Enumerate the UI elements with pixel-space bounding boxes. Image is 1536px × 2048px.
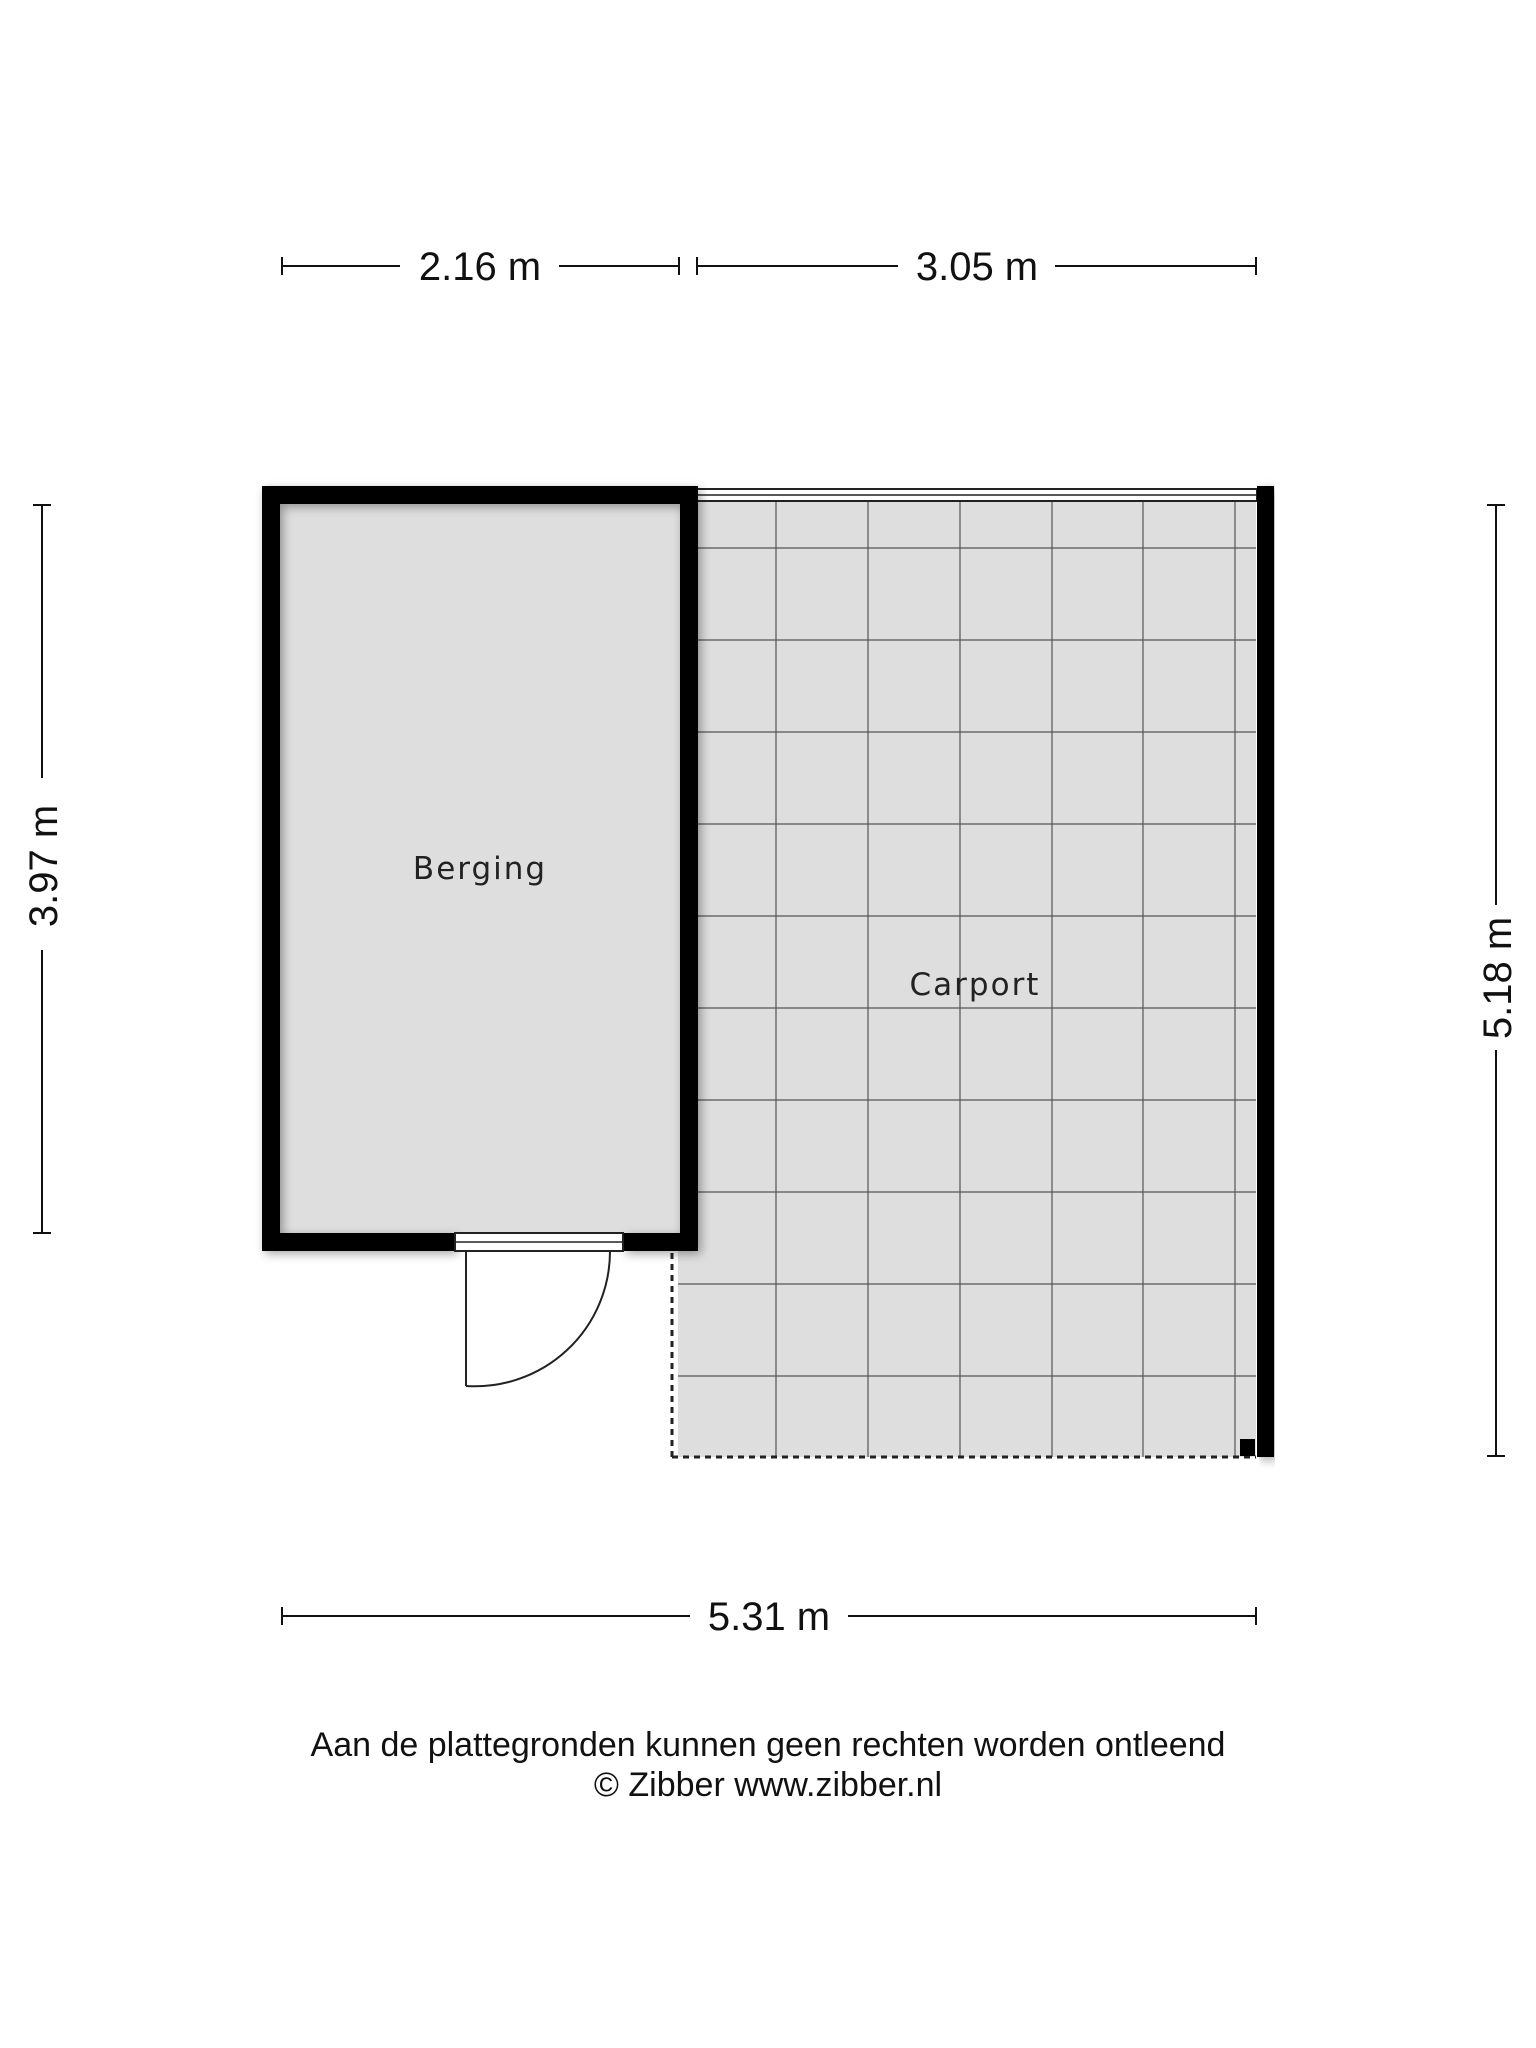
room-label-carport: Carport [909,967,1041,1003]
carport-post [1240,1439,1255,1456]
dimension-label-left: 3.97 m [22,804,66,928]
dimension-top-right [697,245,1256,289]
dimension-bottom [282,1595,1256,1639]
room-label-berging: Berging [412,851,548,887]
disclaimer-text: Aan de plattegronden kunnen geen rechten worden ontleend [310,1726,1226,1764]
carport-top-beam [697,489,1257,501]
carport-right-wall[interactable] [1257,486,1274,1457]
dimension-label-right: 5.18 m [1476,916,1520,1040]
copyright-text: © Zibber www.zibber.nl [593,1766,943,1804]
berging-door[interactable] [455,1233,623,1386]
dimension-label-top-left: 2.16 m [418,245,542,289]
dimension-right [1476,505,1520,1456]
door-swing-arc [466,1251,610,1386]
dimension-label-bottom: 5.31 m [707,1595,831,1639]
dimension-top-left [282,245,679,289]
dimension-label-top-right: 3.05 m [915,245,1039,289]
dimension-left [22,505,66,1233]
